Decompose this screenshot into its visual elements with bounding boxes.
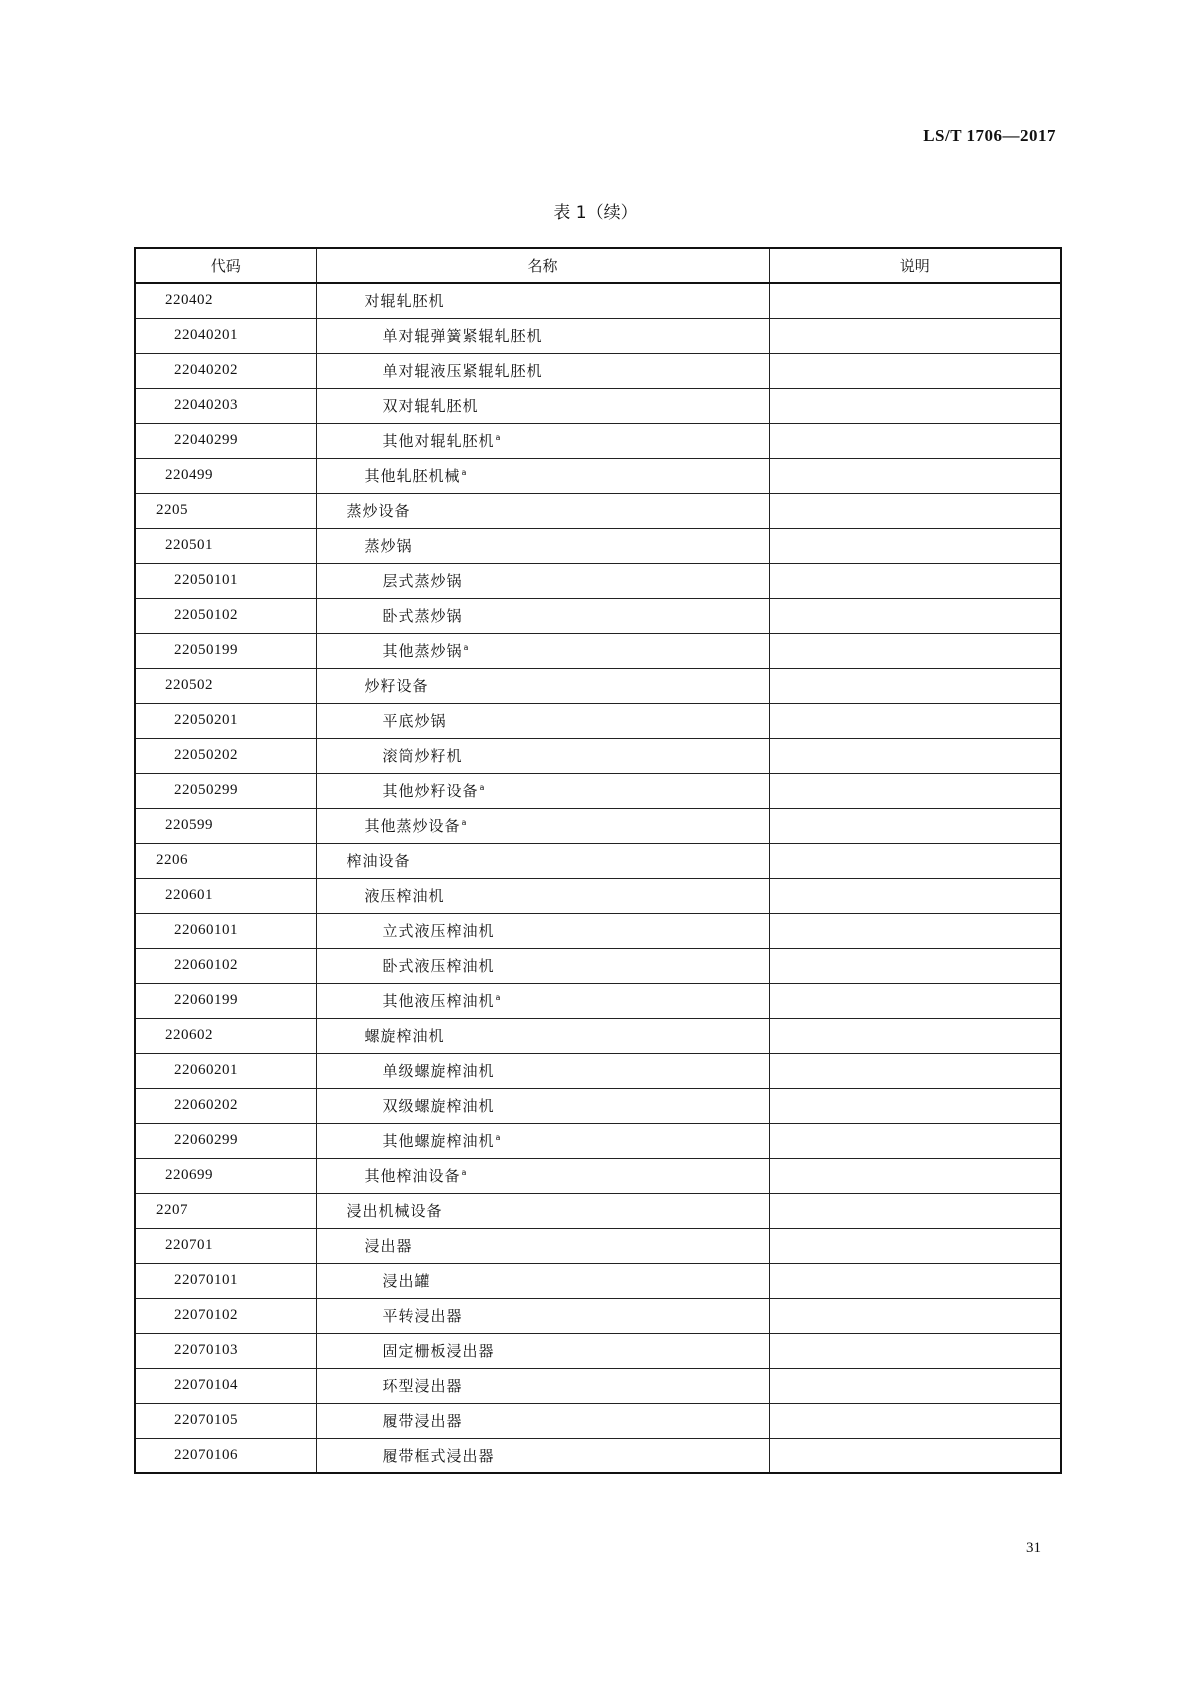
column-header-name: 名称 — [316, 248, 769, 283]
standard-code: LS/T 1706—2017 — [923, 126, 1056, 145]
row-name: 立式液压榨油机 — [382, 922, 495, 940]
row-name: 炒籽设备 — [364, 677, 429, 695]
table-row — [135, 738, 1061, 773]
row-name: 对辊轧胚机 — [364, 292, 445, 311]
row-note — [769, 1263, 1061, 1298]
row-note — [769, 1158, 1061, 1193]
row-name-cell — [316, 773, 769, 808]
row-name-cell — [316, 1158, 769, 1193]
row-note — [769, 1018, 1061, 1053]
table-row — [135, 913, 1061, 948]
row-note — [769, 563, 1061, 598]
row-name: 固定栅板浸出器 — [382, 1342, 495, 1360]
row-name: 双级螺旋榨油机 — [382, 1097, 495, 1115]
row-note — [769, 318, 1061, 353]
footnote-marker: a — [461, 1168, 468, 1177]
row-name: 平转浸出器 — [382, 1307, 463, 1325]
row-code: 220499 — [135, 458, 316, 493]
row-name-cell — [316, 1228, 769, 1263]
row-note — [769, 1228, 1061, 1263]
row-code: 2205 — [135, 493, 316, 528]
row-name: 单对辊液压紧辊轧胚机 — [382, 362, 543, 380]
row-code: 22070103 — [135, 1333, 316, 1368]
table-row — [135, 1368, 1061, 1403]
table-row — [135, 318, 1061, 353]
row-name-cell — [316, 1088, 769, 1123]
table-row — [135, 633, 1061, 668]
row-name: 单对辊弹簧紧辊轧胚机 — [382, 327, 543, 345]
row-name-cell — [316, 1053, 769, 1088]
table-row — [135, 703, 1061, 738]
row-name: 其他榨油设备 — [364, 1167, 461, 1185]
row-name-cell — [316, 1368, 769, 1403]
row-name: 液压榨油机 — [364, 887, 445, 905]
table-row — [135, 1053, 1061, 1088]
row-name: 环型浸出器 — [382, 1377, 463, 1395]
row-note — [769, 878, 1061, 913]
table-row — [135, 1088, 1061, 1123]
table-row — [135, 1123, 1061, 1158]
row-name-cell — [316, 738, 769, 773]
row-name-cell — [316, 1263, 769, 1298]
table-body — [135, 283, 1061, 1473]
table-row — [135, 353, 1061, 388]
row-note — [769, 1193, 1061, 1228]
row-note — [769, 1123, 1061, 1158]
table-row — [135, 773, 1061, 808]
row-note — [769, 983, 1061, 1018]
row-name-cell — [316, 1403, 769, 1438]
row-name: 卧式蒸炒锅 — [382, 607, 463, 625]
row-name-cell — [316, 1438, 769, 1473]
row-note — [769, 703, 1061, 738]
row-note — [769, 1053, 1061, 1088]
row-name-cell — [316, 843, 769, 878]
table-row — [135, 1158, 1061, 1193]
row-name: 双对辊轧胚机 — [382, 397, 479, 415]
row-name-cell — [316, 633, 769, 668]
row-note — [769, 808, 1061, 843]
row-name-cell — [316, 493, 769, 528]
row-name-cell — [316, 703, 769, 738]
row-name: 浸出罐 — [382, 1272, 431, 1290]
row-note — [769, 423, 1061, 458]
row-code: 22060101 — [135, 913, 316, 948]
row-name-cell — [316, 598, 769, 633]
row-code: 220701 — [135, 1228, 316, 1263]
row-code: 22050199 — [135, 633, 316, 668]
table-row — [135, 808, 1061, 843]
table-row — [135, 1018, 1061, 1053]
row-name: 其他螺旋榨油机 — [382, 1132, 495, 1150]
footnote-marker: a — [461, 818, 468, 827]
row-name: 其他轧胚机械 — [364, 467, 461, 485]
table-row — [135, 1333, 1061, 1368]
row-name-cell — [316, 878, 769, 913]
table-title: 表 1（续） — [553, 203, 638, 223]
table-row — [135, 1403, 1061, 1438]
row-code: 22070102 — [135, 1298, 316, 1333]
row-code: 22070105 — [135, 1403, 316, 1438]
row-note — [769, 773, 1061, 808]
row-name-cell — [316, 948, 769, 983]
row-note — [769, 283, 1061, 318]
row-name-cell — [316, 668, 769, 703]
table-row — [135, 1263, 1061, 1298]
row-name: 其他炒籽设备 — [382, 782, 479, 800]
row-note — [769, 843, 1061, 878]
row-code: 22040299 — [135, 423, 316, 458]
row-code: 22060199 — [135, 983, 316, 1018]
row-code: 22070106 — [135, 1438, 316, 1473]
row-name: 其他液压榨油机 — [382, 992, 495, 1010]
row-note — [769, 1333, 1061, 1368]
row-code: 220699 — [135, 1158, 316, 1193]
row-code: 220402 — [135, 283, 316, 318]
row-name-cell — [316, 1018, 769, 1053]
row-name-cell — [316, 353, 769, 388]
row-note — [769, 353, 1061, 388]
row-note — [769, 1403, 1061, 1438]
footnote-marker: a — [495, 1133, 502, 1142]
row-code: 22060202 — [135, 1088, 316, 1123]
row-code: 22060201 — [135, 1053, 316, 1088]
row-name: 蒸炒设备 — [346, 502, 411, 520]
row-note — [769, 493, 1061, 528]
footnote-marker: a — [495, 993, 502, 1002]
row-name: 榨油设备 — [346, 852, 411, 870]
row-code: 22050202 — [135, 738, 316, 773]
row-code: 220502 — [135, 668, 316, 703]
table-row — [135, 598, 1061, 633]
page-number: 31 — [1026, 1540, 1041, 1556]
row-name-cell — [316, 913, 769, 948]
row-code: 22060299 — [135, 1123, 316, 1158]
row-code: 22040203 — [135, 388, 316, 423]
row-name: 滚筒炒籽机 — [382, 747, 463, 765]
row-name-cell — [316, 1123, 769, 1158]
column-header-note: 说明 — [769, 248, 1061, 283]
row-code: 22040201 — [135, 318, 316, 353]
row-name-cell — [316, 1193, 769, 1228]
table-row — [135, 843, 1061, 878]
row-note — [769, 948, 1061, 983]
row-note — [769, 668, 1061, 703]
row-code: 2206 — [135, 843, 316, 878]
row-code: 22050299 — [135, 773, 316, 808]
row-note — [769, 633, 1061, 668]
row-code: 220601 — [135, 878, 316, 913]
classification-table — [134, 247, 1062, 1474]
table-row — [135, 528, 1061, 563]
table-row — [135, 423, 1061, 458]
row-code: 22050201 — [135, 703, 316, 738]
row-code: 22070104 — [135, 1368, 316, 1403]
row-name: 其他蒸炒锅 — [382, 642, 463, 660]
row-name-cell — [316, 1333, 769, 1368]
row-code: 220599 — [135, 808, 316, 843]
table-row — [135, 878, 1061, 913]
row-note — [769, 1438, 1061, 1473]
row-name: 浸出机械设备 — [346, 1202, 443, 1220]
row-name: 平底炒锅 — [382, 712, 447, 730]
column-header-code: 代码 — [135, 248, 316, 283]
row-name-cell — [316, 528, 769, 563]
row-code: 22050101 — [135, 563, 316, 598]
row-name-cell — [316, 423, 769, 458]
row-name-cell — [316, 1298, 769, 1333]
row-note — [769, 388, 1061, 423]
row-name: 卧式液压榨油机 — [382, 957, 495, 975]
row-name: 层式蒸炒锅 — [382, 572, 463, 590]
row-name: 浸出器 — [364, 1237, 413, 1255]
row-note — [769, 1368, 1061, 1403]
row-note — [769, 913, 1061, 948]
row-name-cell — [316, 458, 769, 493]
table-row — [135, 1298, 1061, 1333]
table-row — [135, 563, 1061, 598]
row-code: 220602 — [135, 1018, 316, 1053]
footnote-marker: a — [461, 468, 468, 477]
row-note — [769, 1298, 1061, 1333]
row-name-cell — [316, 318, 769, 353]
row-name: 单级螺旋榨油机 — [382, 1062, 495, 1080]
table-row — [135, 1438, 1061, 1473]
footnote-marker: a — [463, 643, 470, 652]
table-row — [135, 493, 1061, 528]
row-name: 蒸炒锅 — [364, 537, 413, 555]
row-code: 22040202 — [135, 353, 316, 388]
row-note — [769, 738, 1061, 773]
row-name: 其他对辊轧胚机 — [382, 432, 495, 450]
row-code: 2207 — [135, 1193, 316, 1228]
row-name-cell — [316, 808, 769, 843]
table-row — [135, 983, 1061, 1018]
row-name-cell — [316, 283, 769, 318]
table-row — [135, 948, 1061, 983]
row-name-cell — [316, 563, 769, 598]
row-note — [769, 1088, 1061, 1123]
row-code: 22070101 — [135, 1263, 316, 1298]
row-name: 螺旋榨油机 — [364, 1027, 445, 1045]
table-row — [135, 668, 1061, 703]
row-note — [769, 458, 1061, 493]
table-row — [135, 458, 1061, 493]
row-code: 22060102 — [135, 948, 316, 983]
footnote-marker: a — [479, 783, 486, 792]
row-note — [769, 528, 1061, 563]
table-row — [135, 1193, 1061, 1228]
footnote-marker: a — [495, 433, 502, 442]
row-name-cell — [316, 983, 769, 1018]
table-row — [135, 1228, 1061, 1263]
row-note — [769, 598, 1061, 633]
row-name: 履带框式浸出器 — [382, 1446, 495, 1465]
row-name: 履带浸出器 — [382, 1412, 463, 1430]
row-name-cell — [316, 388, 769, 423]
row-name: 其他蒸炒设备 — [364, 817, 461, 835]
table-row — [135, 388, 1061, 423]
row-code: 22050102 — [135, 598, 316, 633]
row-code: 220501 — [135, 528, 316, 563]
table-row — [135, 283, 1061, 318]
table-header-row — [135, 248, 1061, 283]
